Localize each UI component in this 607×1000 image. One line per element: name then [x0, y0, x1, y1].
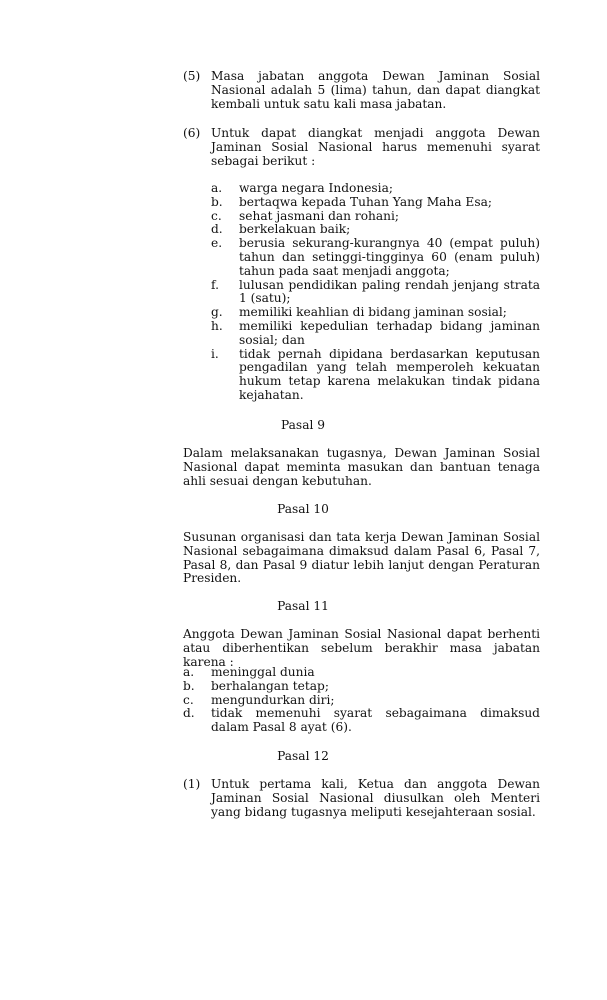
- list-letter: d.: [211, 222, 223, 237]
- list-item: [183, 223, 540, 237]
- list-letter: h.: [211, 318, 223, 333]
- pasal-11-title: Pasal 11: [277, 599, 329, 613]
- list-text: berhalangan tetap;: [211, 678, 329, 693]
- list-text: bertaqwa kepada Tuhan Yang Maha Esa;: [239, 194, 492, 209]
- list-text: sehat jasmani dan rohani;: [239, 208, 400, 223]
- pasal-12-ayat-1: [183, 778, 540, 819]
- list-text: berkelakuan baik;: [239, 222, 351, 237]
- list-letter: g.: [211, 305, 223, 320]
- list-item: [183, 279, 540, 307]
- ayat-text: Untuk pertama kali, Ketua dan anggota Dewan Jaminan Sosial Nasional diusulkan oleh Menteri yang bidang tugasnya meliputi kesejahteraan sosial.: [211, 777, 540, 819]
- berhenti-list: [183, 666, 540, 735]
- list-item: [183, 348, 540, 403]
- ayat-number: (6): [183, 126, 201, 140]
- list-text: memiliki keahlian di bidang jaminan sosial;: [239, 305, 507, 320]
- list-letter: c.: [211, 208, 222, 223]
- pasal-10-title: Pasal 10: [277, 502, 329, 516]
- list-letter: b.: [211, 194, 223, 209]
- list-item: [183, 320, 540, 348]
- list-item: [183, 666, 540, 680]
- ayat-6: [183, 127, 540, 168]
- pasal-11-text: Anggota Dewan Jaminan Sosial Nasional dapat berhenti atau diberhentikan sebelum berakhir masa jabatan karena :: [183, 627, 540, 669]
- pasal-9-text: Dalam melaksanakan tugasnya, Dewan Jaminan Sosial Nasional dapat meminta masukan dan bantuan tenaga ahli sesuai dengan kebutuhan.: [183, 446, 540, 488]
- list-item: [183, 680, 540, 694]
- list-letter: i.: [211, 346, 219, 361]
- list-text: memiliki kepedulian terhadap bidang jaminan sosial; dan: [239, 318, 540, 347]
- ayat-text: Masa jabatan anggota Dewan Jaminan Sosial Nasional adalah 5 (lima) tahun, dan dapat diangkat kembali untuk satu kali masa jabatan.: [211, 69, 540, 111]
- syarat-list: [183, 182, 540, 403]
- list-text: lulusan pendidikan paling rendah jenjang strata 1 (satu);: [239, 277, 540, 306]
- ayat-number: (5): [183, 69, 201, 83]
- list-letter: a.: [211, 181, 223, 195]
- list-item: [183, 237, 540, 278]
- list-letter: f.: [211, 277, 219, 292]
- list-text: tidak pernah dipidana berdasarkan keputusan pengadilan yang telah memperoleh kekuatan hukum tetap karena melakukan tindak pidana kejahatan.: [239, 346, 540, 402]
- list-item: [183, 210, 540, 224]
- list-letter: b.: [183, 678, 195, 693]
- list-letter: e.: [211, 236, 223, 251]
- list-item: [183, 694, 540, 708]
- list-item: [183, 306, 540, 320]
- list-text: tidak memenuhi syarat sebagaimana dimaksud dalam Pasal 8 ayat (6).: [211, 706, 540, 735]
- list-item: [183, 196, 540, 210]
- ayat-text: Untuk dapat diangkat menjadi anggota Dewan Jaminan Sosial Nasional harus memenuhi syarat sebagai berikut :: [211, 126, 540, 168]
- list-text: mengundurkan diri;: [211, 692, 335, 707]
- list-letter: d.: [183, 706, 195, 721]
- list-text: meninggal dunia: [211, 665, 315, 679]
- list-letter: c.: [183, 692, 194, 707]
- list-item: [183, 707, 540, 735]
- list-text: berusia sekurang-kurangnya 40 (empat puluh) tahun dan setinggi-tingginya 60 (enam puluh) tahun pada saat menjadi anggota;: [239, 236, 540, 278]
- list-text: warga negara Indonesia;: [239, 181, 393, 195]
- pasal-9-title: Pasal 9: [281, 418, 325, 432]
- ayat-number: (1): [183, 777, 201, 791]
- list-item: [183, 182, 540, 196]
- pasal-10-text: Susunan organisasi dan tata kerja Dewan Jaminan Sosial Nasional sebagaimana dimaksud dalam Pasal 6, Pasal 7, Pasal 8, dan Pasal 9 diatur lebih lanjut dengan Peraturan Presiden.: [183, 530, 540, 586]
- ayat-5: [183, 70, 540, 111]
- list-letter: a.: [183, 665, 195, 679]
- pasal-12-title: Pasal 12: [277, 749, 329, 763]
